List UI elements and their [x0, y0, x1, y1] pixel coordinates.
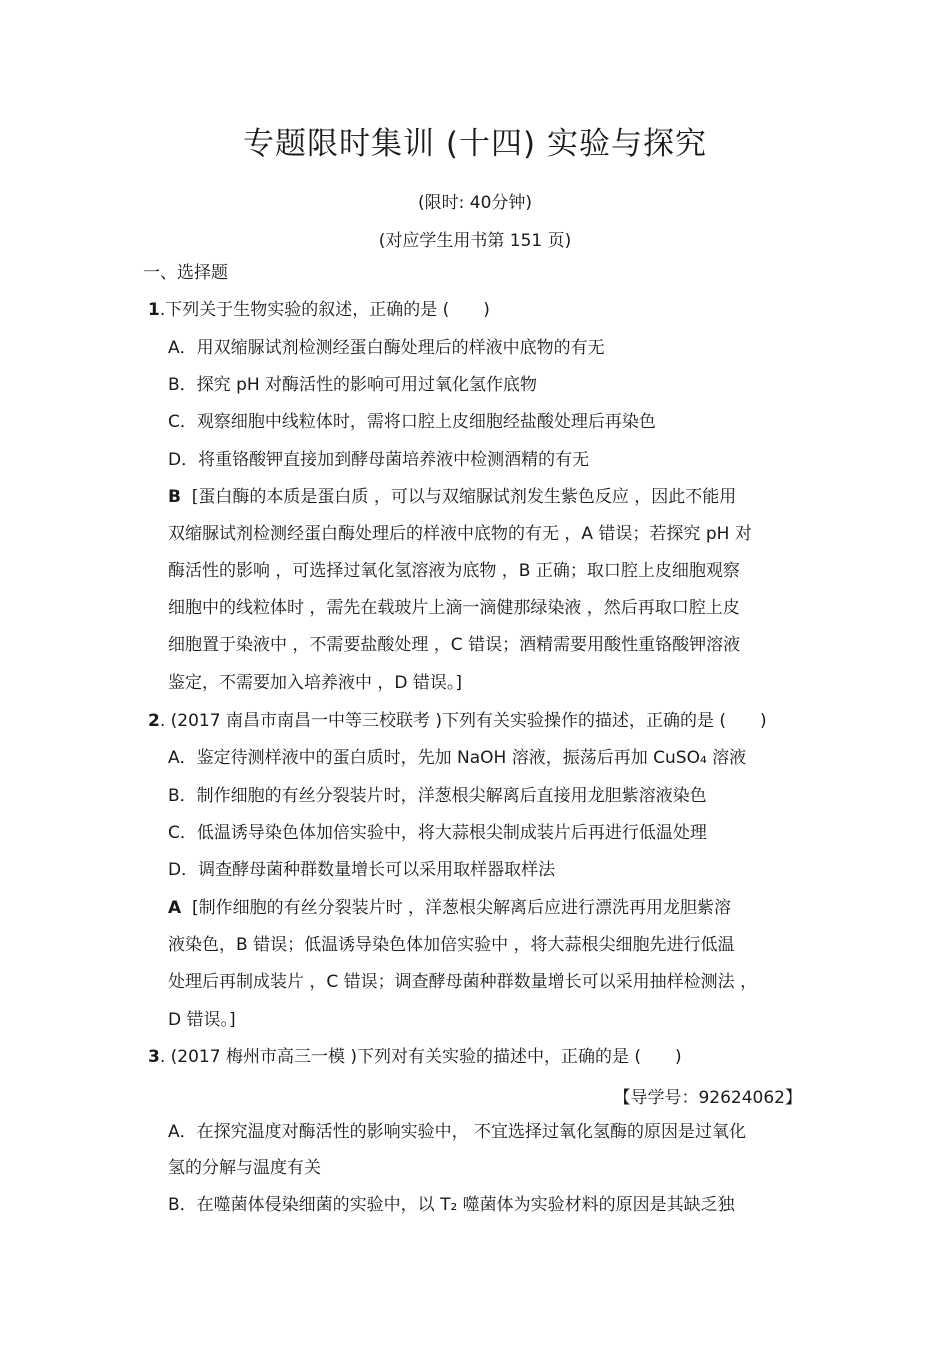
question-2-stem: [148, 710, 767, 732]
section-heading: 一、选择题: [143, 263, 228, 283]
q1-explanation-line: 酶活性的影响 ，可选择过氧化氢溶液为底物 ，B 正确；取口腔上皮细胞观察: [168, 561, 740, 581]
q1-explanation-line: 细胞置于染液中 ，不需要盐酸处理 ，C 错误；酒精需要用酸性重铬酸钾溶液: [168, 635, 741, 655]
answer-letter: A: [168, 898, 182, 918]
book-reference: (对应学生用书第 151 页): [378, 231, 572, 251]
q1-answer: [168, 486, 736, 508]
time-limit: (限时: 40分钟): [417, 193, 533, 213]
q2-option-d: D．调查酵母菌种群数量增长可以采用取样器取样法: [168, 860, 556, 880]
question-number: 2: [148, 711, 160, 731]
page-title: 专题限时集训 (十四) 实验与探究: [243, 126, 707, 162]
q1-explanation-line: 鉴定，不需要加入培养液中 ，D 错误。]: [168, 673, 463, 693]
q2-option-b: B．制作细胞的有丝分裂装片时，洋葱根尖解离后直接用龙胆紫溶液染色: [168, 786, 707, 806]
question-number: 1: [148, 300, 160, 320]
question-text: .下列关于生物实验的叙述，正确的是 ( ): [159, 300, 490, 320]
q1-option-a: A．用双缩脲试剂检测经蛋白酶处理后的样液中底物的有无: [168, 338, 605, 358]
question-3-stem: [148, 1046, 682, 1068]
question-text: . (2017 梅州市高三一模 )下列对有关实验的描述中，正确的是 ( ): [159, 1047, 682, 1067]
question-1-stem: [148, 299, 490, 321]
q2-explanation-line: D 错误。]: [168, 1010, 236, 1030]
q1-explanation-line: 双缩脲试剂检测经蛋白酶处理后的样液中底物的有无 ，A 错误；若探究 pH 对: [168, 524, 752, 544]
question-number: 3: [148, 1047, 160, 1067]
question-text: . (2017 南昌市南昌一中等三校联考 )下列有关实验操作的描述，正确的是 ( ): [159, 711, 767, 731]
q1-option-b: B．探究 pH 对酶活性的影响可用过氧化氢作底物: [168, 375, 538, 395]
q1-option-c: C．观察细胞中线粒体时，需将口腔上皮细胞经盐酸处理后再染色: [168, 412, 656, 432]
q1-option-d: D．将重铬酸钾直接加到酵母菌培养液中检测酒精的有无: [168, 450, 590, 470]
explanation-line: [制作细胞的有丝分裂装片时 ，洋葱根尖解离后应进行漂洗再用龙胆紫溶: [191, 898, 732, 918]
q2-option-a: A．鉴定待测样液中的蛋白质时，先加 NaOH 溶液，振荡后再加 CuSO₄ 溶液: [168, 748, 747, 768]
q2-explanation-line: 处理后再制成装片 ，C 错误；调查酵母菌种群数量增长可以采用抽样检测法 ，: [168, 972, 758, 992]
answer-letter: B: [168, 487, 181, 507]
q3-option-b: B．在噬菌体侵染细菌的实验中，以 T₂ 噬菌体为实验材料的原因是其缺乏独: [168, 1195, 735, 1215]
q1-explanation-line: 细胞中的线粒体时 ，需先在载玻片上滴一滴健那绿染液 ，然后再取口腔上皮: [168, 598, 740, 618]
explanation-line: [蛋白酶的本质是蛋白质 ，可以与双缩脲试剂发生紫色反应 ，因此不能用: [191, 487, 737, 507]
q2-option-c: C．低温诱导染色体加倍实验中，将大蒜根尖制成装片后再进行低温处理: [168, 823, 707, 843]
q3-option-a-continued: 氢的分解与温度有关: [168, 1158, 321, 1178]
q2-answer: [168, 897, 731, 919]
guide-number: 【导学号：92624062】: [613, 1088, 802, 1108]
q2-explanation-line: 液染色，B 错误；低温诱导染色体加倍实验中 ，将大蒜根尖细胞先进行低温: [168, 935, 735, 955]
q3-option-a: A．在探究温度对酶活性的影响实验中， 不宜选择过氧化氢酶的原因是过氧化: [168, 1122, 747, 1142]
